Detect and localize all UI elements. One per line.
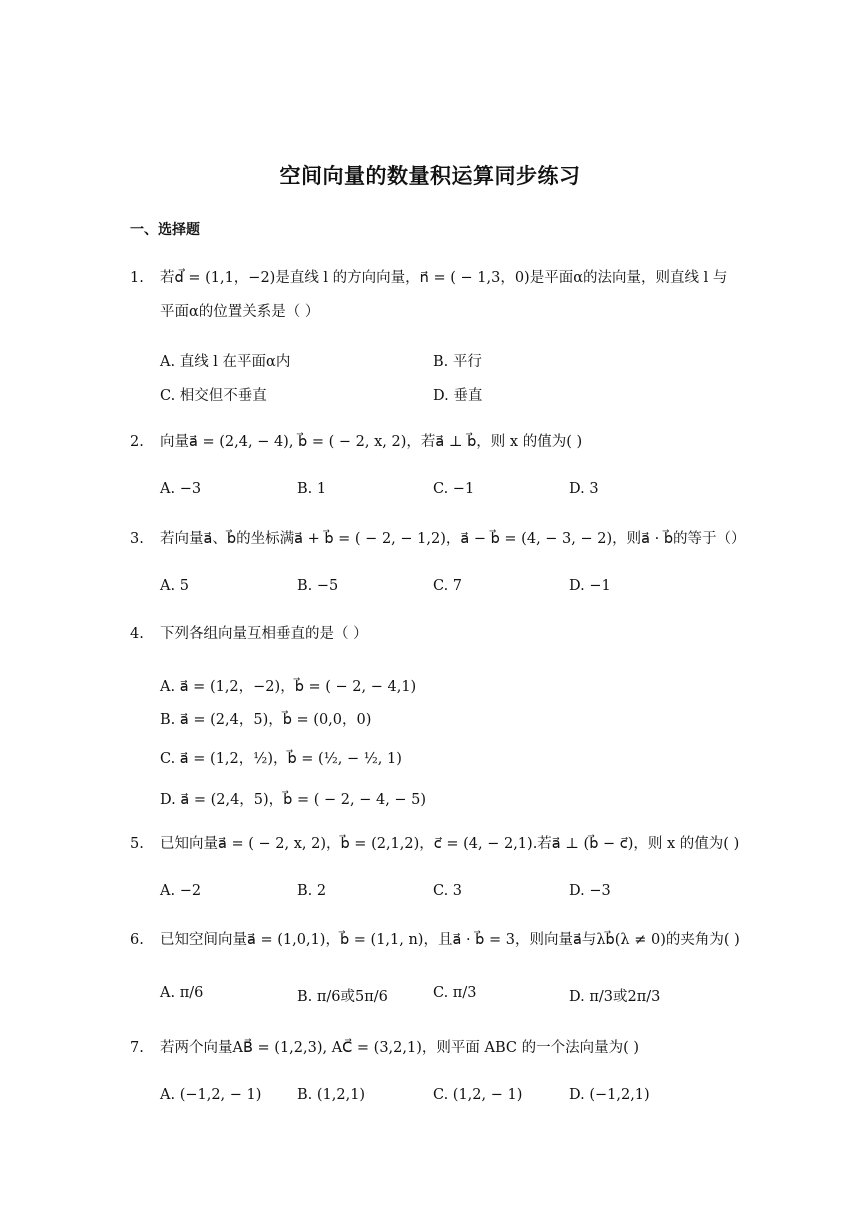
- option-c: C. 相交但不垂直: [160, 388, 267, 404]
- question-number: 1.: [130, 270, 144, 286]
- option-b: B. 1: [297, 481, 327, 497]
- option-c: C. 3: [433, 883, 463, 899]
- question-text: 向量a⃗ = (2,4, − 4), b⃗ = ( − 2, x, 2)，若a⃗ ⊥ b⃗，则 x 的值为( ): [160, 434, 583, 450]
- option-a: A. (−1,2, − 1): [160, 1087, 262, 1103]
- question-number: 2.: [130, 434, 144, 450]
- question-text: 已知空间向量a⃗ = (1,0,1)，b⃗ = (1,1, n)，且a⃗ · b⃗ = 3，则向量a⃗与λb⃗(λ ≠ 0)的夹角为( ): [160, 932, 740, 948]
- question-text: 下列各组向量互相垂直的是（ ）: [160, 626, 368, 642]
- option-c: C. 7: [433, 578, 463, 594]
- option-a: A. 5: [160, 578, 189, 594]
- option-d: D. (−1,2,1): [569, 1087, 650, 1103]
- option-d: D. 3: [569, 481, 599, 497]
- option-d: D. a⃗ = (2,4，5)，b⃗ = ( − 2, − 4, − 5): [160, 792, 427, 808]
- option-c: C. π/3: [433, 985, 477, 1001]
- question-number: 5.: [130, 836, 144, 852]
- option-b: B. (1,2,1): [297, 1087, 366, 1103]
- question-text: 已知向量a⃗ = ( − 2, x, 2)，b⃗ = (2,1,2)，c⃗ = (4, − 2,1).若a⃗ ⊥ (b⃗ − c⃗)，则 x 的值为( ): [160, 836, 740, 852]
- question-number: 3.: [130, 531, 144, 547]
- question-text: 若d⃗ = (1,1，−2)是直线 l 的方向向量，n⃗ = ( − 1,3，0)是平面α的法向量，则直线 l 与: [160, 270, 728, 286]
- option-c: C. (1,2, − 1): [433, 1087, 523, 1103]
- option-c: C. a⃗ = (1,2，½)，b⃗ = (½, − ½, 1): [160, 751, 402, 767]
- option-b: B. 平行: [433, 354, 482, 370]
- page-title: 空间向量的数量积运算同步练习: [279, 164, 581, 188]
- option-b: B. a⃗ = (2,4，5)，b⃗ = (0,0，0): [160, 712, 372, 728]
- option-a: A. 直线 l 在平面α内: [160, 354, 291, 370]
- option-b: B. π/6或5π/6: [297, 989, 388, 1005]
- option-d: D. −1: [569, 578, 611, 594]
- option-b: B. 2: [297, 883, 327, 899]
- question-number: 4.: [130, 626, 144, 642]
- question-number: 7.: [130, 1040, 144, 1056]
- option-a: A. −2: [160, 883, 202, 899]
- question-text-line2: 平面α的位置关系是（ ）: [160, 304, 320, 320]
- option-d: D. π/3或2π/3: [569, 989, 661, 1005]
- section-heading: 一、选择题: [130, 222, 200, 238]
- question-text: 若两个向量AB⃗ = (1,2,3), AC⃗ = (3,2,1)，则平面 ABC 的一个法向量为( ): [160, 1040, 640, 1056]
- option-d: D. −3: [569, 883, 611, 899]
- option-d: D. 垂直: [433, 388, 483, 404]
- option-a: A. π/6: [160, 985, 204, 1001]
- option-a: A. a⃗ = (1,2，−2)，b⃗ = ( − 2, − 4,1): [160, 679, 417, 695]
- question-number: 6.: [130, 932, 144, 948]
- option-c: C. −1: [433, 481, 475, 497]
- question-text: 若向量a⃗、b⃗的坐标满a⃗ + b⃗ = ( − 2, − 1,2)，a⃗ − b⃗ = (4, − 3, − 2)，则a⃗ · b⃗的等于（）: [160, 531, 746, 547]
- option-b: B. −5: [297, 578, 339, 594]
- option-a: A. −3: [160, 481, 202, 497]
